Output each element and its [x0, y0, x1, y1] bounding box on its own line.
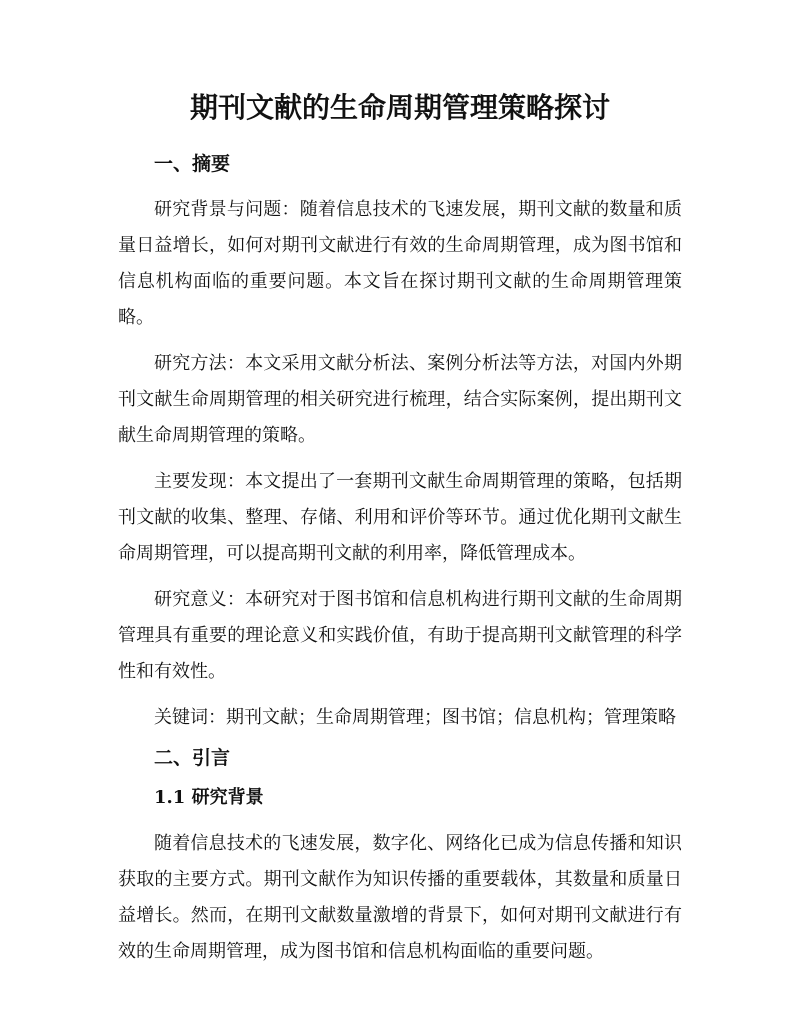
introduction-paragraph: 随着信息技术的飞速发展，数字化、网络化已成为信息传播和知识获取的主要方式。期刊文献作为知识传播的重要载体，其数量和质量日益增长。然而，在期刊文献数量激增的背景下，如何对期刊文献进行有效的生命周期管理，成为图书馆和信息机构面临的重要问题。: [118, 833, 682, 962]
abstract-paragraph-significance: 研究意义：本研究对于图书馆和信息机构进行期刊文献的生命周期管理具有重要的理论意义和实践价值，有助于提高期刊文献管理的科学性和有效性。: [118, 589, 682, 682]
subsection-heading-background: 1.1 研究背景: [154, 787, 264, 808]
abstract-paragraph-findings: 主要发现：本文提出了一套期刊文献生命周期管理的策略，包括期刊文献的收集、整理、存储、利用和评价等环节。通过优化期刊文献生命周期管理，可以提高期刊文献的利用率，降低管理成本。: [118, 471, 682, 564]
abstract-paragraph-methods: 研究方法：本文采用文献分析法、案例分析法等方法，对国内外期刊文献生命周期管理的相关研究进行梳理，结合实际案例，提出期刊文献生命周期管理的策略。: [118, 353, 682, 446]
section-heading-introduction: 二、引言: [154, 747, 231, 769]
document-title: 期刊文献的生命周期管理策略探讨: [189, 91, 610, 124]
abstract-paragraph-background: 研究背景与问题：随着信息技术的飞速发展，期刊文献的数量和质量日益增长，如何对期刊文献进行有效的生命周期管理，成为图书馆和信息机构面临的重要问题。本文旨在探讨期刊文献的生命周期管理策略。: [118, 199, 682, 328]
abstract-keywords: 关键词：期刊文献；生命周期管理；图书馆；信息机构；管理策略: [154, 707, 676, 728]
section-heading-abstract: 一、摘要: [154, 153, 231, 175]
